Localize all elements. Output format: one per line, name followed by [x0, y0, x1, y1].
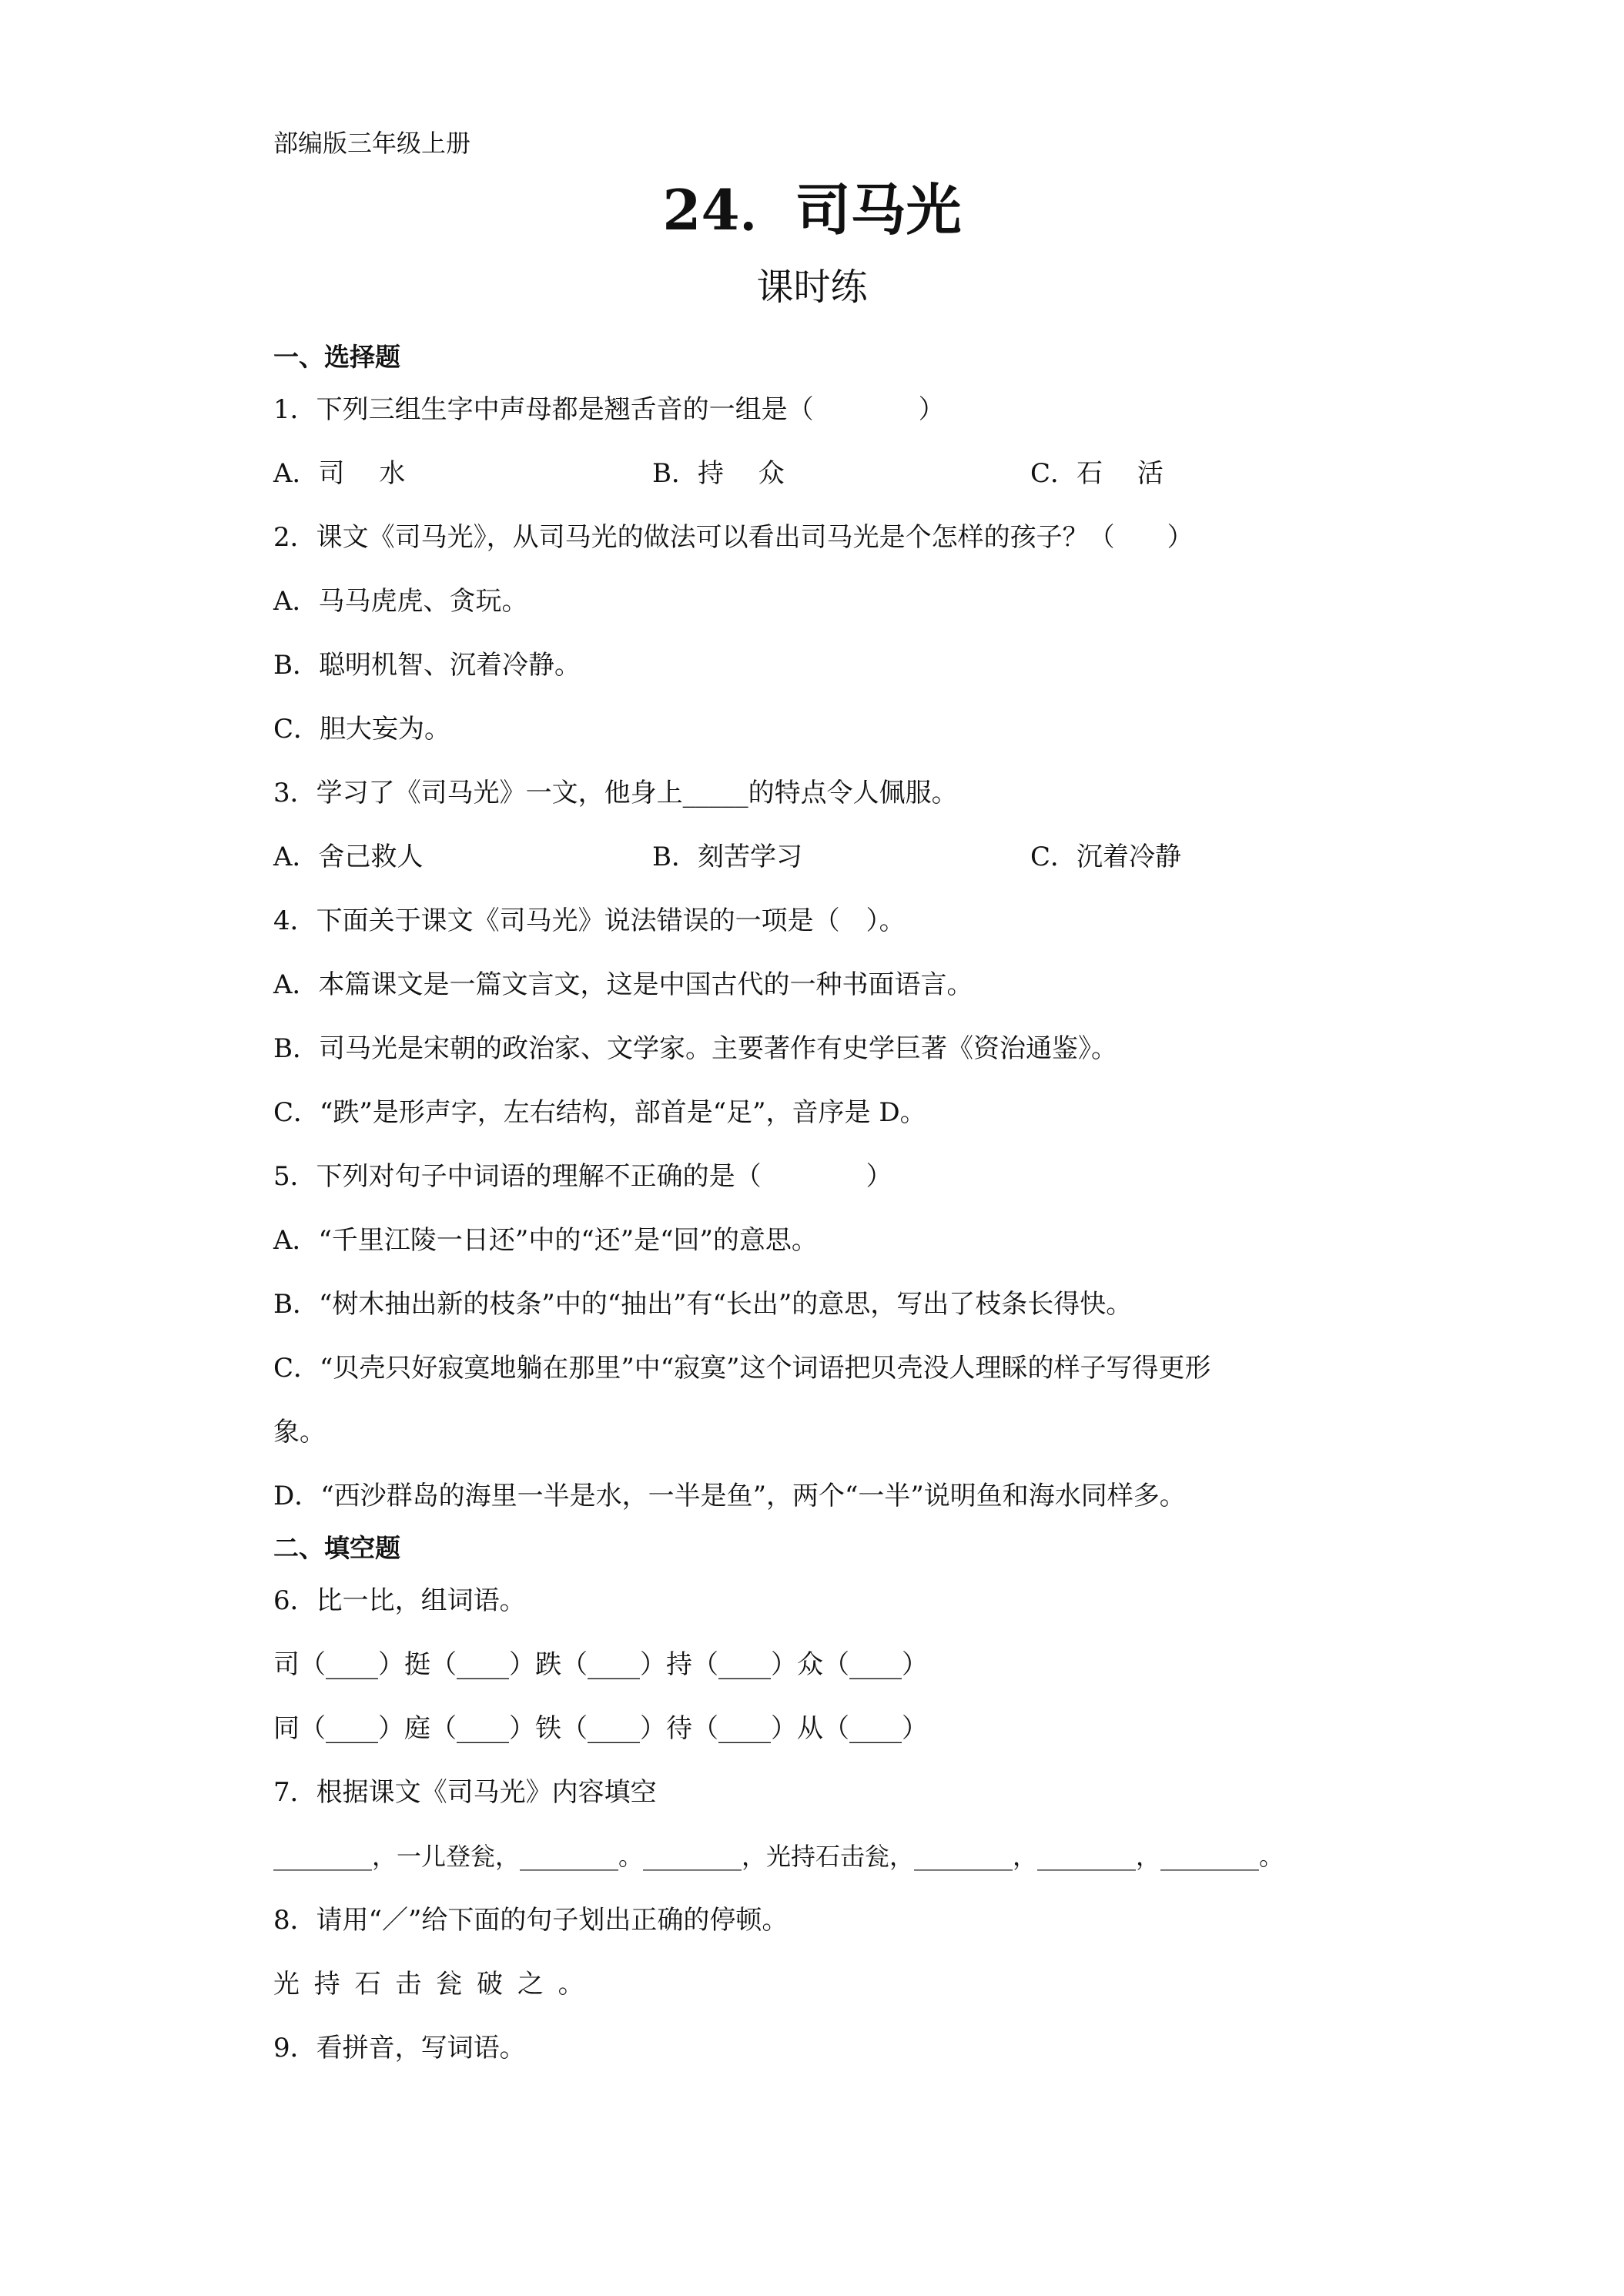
question-1-option-a: A．司 水 — [273, 458, 406, 489]
question-5-option-c-line1: C．“贝壳只好寂寞地躺在那里”中“寂寞”这个词语把贝壳没人理睬的样子写得更形 — [273, 1353, 1211, 1384]
question-4-option-c: C．“跌”是形声字，左右结构，部首是“足”，音序是 D。 — [273, 1097, 926, 1128]
question-2-option-c: C．胆大妄为。 — [273, 714, 451, 745]
question-6-row-2: 同（____）庭（____）铁（____）待（____）从（____） — [273, 1713, 928, 1744]
question-7-stem: 7．根据课文《司马光》内容填空 — [273, 1777, 657, 1808]
question-4-option-b: B．司马光是宋朝的政治家、文学家。主要著作有史学巨著《资治通鉴》。 — [273, 1033, 1117, 1064]
question-8-sentence: 光 持 石 击 瓮 破 之 。 — [273, 1969, 588, 2000]
question-2-option-a: A．马马虎虎、贪玩。 — [273, 586, 528, 617]
question-5-option-b: B．“树木抽出新的枝条”中的“抽出”有“长出”的意思，写出了枝条长得快。 — [273, 1289, 1133, 1320]
question-5-option-c-line2: 象。 — [273, 1417, 326, 1448]
question-3-option-c: C．沉着冷静 — [1030, 842, 1182, 872]
question-6-row-1: 司（____）挺（____）跌（____）持（____）众（____） — [273, 1649, 928, 1680]
question-7-blanks: ________，一儿登瓮，________。________，光持石击瓮，________，________，________。 — [273, 1842, 1284, 1871]
question-5-option-a: A．“千里江陵一日还”中的“还”是“回”的意思。 — [273, 1225, 818, 1256]
question-3-option-a: A．舍己救人 — [273, 842, 424, 872]
question-6-stem: 6．比一比，组词语。 — [273, 1585, 526, 1616]
question-4-option-a: A．本篇课文是一篇文言文，这是中国古代的一种书面语言。 — [273, 969, 973, 1000]
textbook-label: 部编版三年级上册 — [273, 129, 471, 158]
section-title-fill: 二、填空题 — [273, 1533, 400, 1563]
question-3-option-b: B．刻苦学习 — [652, 842, 802, 872]
page-title: 24．司马光 — [662, 177, 962, 243]
question-1-stem: 1．下列三组生字中声母都是翘舌音的一组是（ ） — [273, 394, 945, 425]
question-9-stem: 9．看拼音，写词语。 — [273, 2033, 526, 2063]
question-1-option-c: C．石 活 — [1030, 458, 1164, 489]
question-2-option-b: B．聪明机智、沉着冷静。 — [273, 650, 581, 681]
question-8-stem: 8．请用“／”给下面的句子划出正确的停顿。 — [273, 1905, 789, 1936]
question-5-stem: 5．下列对句子中词语的理解不正确的是（ ） — [273, 1161, 892, 1192]
section-title-choice: 一、选择题 — [273, 342, 400, 372]
question-2-stem: 2．课文《司马光》，从司马光的做法可以看出司马光是个怎样的孩子？（ ） — [273, 522, 1194, 553]
question-1-option-b: B．持 众 — [652, 458, 785, 489]
question-5-option-d: D．“西沙群岛的海里一半是水，一半是鱼”，两个“一半”说明鱼和海水同样多。 — [273, 1481, 1186, 1511]
page-subtitle: 课时练 — [756, 266, 868, 309]
question-3-stem: 3．学习了《司马光》一文，他身上_____的特点令人佩服。 — [273, 778, 958, 808]
question-4-stem: 4．下面关于课文《司马光》说法错误的一项是（ ）。 — [273, 905, 906, 936]
